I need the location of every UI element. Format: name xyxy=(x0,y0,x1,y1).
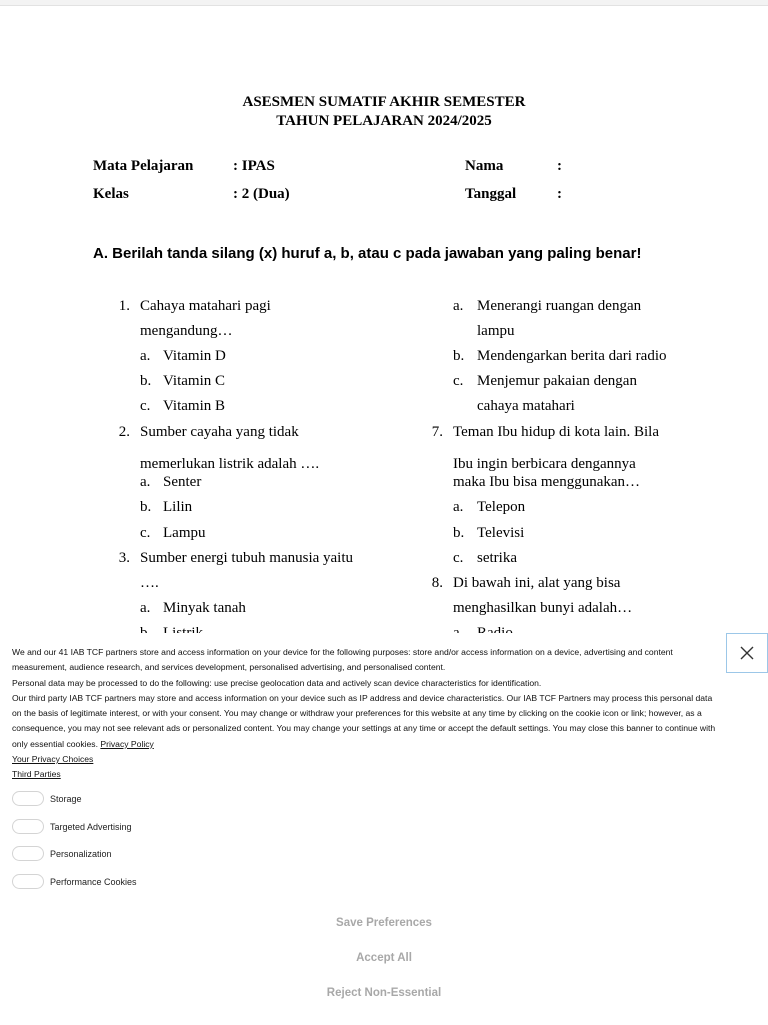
option-letter: c. xyxy=(453,373,464,389)
close-button[interactable] xyxy=(726,633,768,673)
consent-paragraph: Personal data may be processed to do the following: use precise geolocation data and actively scan device characteristics for identification. xyxy=(12,677,542,688)
toggle-row-performance-cookies xyxy=(12,874,137,889)
option-text: lampu xyxy=(477,323,515,339)
question-number: 7. xyxy=(431,424,443,440)
question-number: 3. xyxy=(118,550,130,566)
performance-cookies-toggle[interactable] xyxy=(12,874,44,889)
cookie-consent-banner xyxy=(0,633,768,1024)
privacy-policy-link[interactable]: Privacy Policy xyxy=(100,738,154,749)
document-title: ASESMEN SUMATIF AKHIR SEMESTER xyxy=(242,94,526,110)
class-value: : 2 (Dua) xyxy=(233,186,290,202)
option-text: Minyak tanah xyxy=(163,600,246,616)
toggle-label: Targeted Advertising xyxy=(50,821,132,832)
option-text: Lampu xyxy=(163,525,206,541)
question-text: Sumber energi tubuh manusia yaitu xyxy=(140,550,354,566)
option-text: Vitamin B xyxy=(163,398,226,414)
option-letter: a. xyxy=(453,499,464,515)
toggle-row-personalization xyxy=(12,846,112,861)
option-text: Vitamin C xyxy=(163,373,226,389)
question-text: Teman Ibu hidup di kota lain. Bila xyxy=(453,424,659,440)
third-parties-link[interactable]: Third Parties xyxy=(12,769,61,780)
reject-non-essential-button[interactable]: Reject Non-Essential xyxy=(326,987,442,999)
consent-text xyxy=(12,645,724,783)
option-letter: a. xyxy=(140,600,151,616)
name-label: Nama xyxy=(465,158,504,174)
toggle-row-storage xyxy=(12,791,82,806)
option-letter: c. xyxy=(453,550,464,566)
option-text: Televisi xyxy=(477,525,525,541)
consent-paragraph xyxy=(12,691,724,752)
toggle-label: Storage xyxy=(50,793,82,804)
option-text: Mendengarkan berita dari radio xyxy=(477,348,667,364)
option-letter: c. xyxy=(140,525,151,541)
question-number: 8. xyxy=(431,575,443,591)
date-value: : xyxy=(557,186,562,202)
option-letter: a. xyxy=(140,474,151,490)
toggle-row-targeted-advertising xyxy=(12,819,132,834)
question-text: Sumber cayaha yang tidak xyxy=(140,424,299,440)
question-text: mengandung… xyxy=(140,323,233,339)
option-text: Vitamin D xyxy=(163,348,226,364)
option-letter: a. xyxy=(140,348,151,364)
save-preferences-button[interactable]: Save Preferences xyxy=(336,917,432,929)
question-text: …. xyxy=(140,575,159,591)
class-label: Kelas xyxy=(93,186,129,202)
document-subtitle: TAHUN PELAJARAN 2024/2025 xyxy=(276,113,492,129)
date-label: Tanggal xyxy=(465,186,517,202)
option-letter: b. xyxy=(140,373,152,389)
question-text: memerlukan listrik adalah …. xyxy=(140,456,320,472)
option-letter: b. xyxy=(453,525,465,541)
option-text: Senter xyxy=(163,474,202,490)
subject-label: Mata Pelajaran xyxy=(93,158,194,174)
targeted-advertising-toggle[interactable] xyxy=(12,819,44,834)
option-letter: c. xyxy=(140,398,151,414)
question-number: 2. xyxy=(118,424,130,440)
option-text: Lilin xyxy=(163,499,193,515)
option-text: Telepon xyxy=(477,499,526,515)
consent-paragraph: We and our 41 IAB TCF partners store and access information on your device for the following purposes: store and/or access information on a device, advertising and content measurement, audience research, and services development, personalised advertising, and personalised content. xyxy=(12,647,673,673)
question-text: Ibu ingin berbicara dengannya xyxy=(453,456,636,472)
option-letter: a. xyxy=(453,298,464,314)
option-text: setrika xyxy=(477,550,517,566)
personalization-toggle[interactable] xyxy=(12,846,44,861)
storage-toggle[interactable] xyxy=(12,791,44,806)
section-instruction: A. Berilah tanda silang (x) huruf a, b, atau c pada jawaban yang paling benar! xyxy=(93,245,642,262)
option-text: Menjemur pakaian dengan xyxy=(477,373,637,389)
question-text: Cahaya matahari pagi xyxy=(140,298,271,314)
privacy-choices-link[interactable]: Your Privacy Choices xyxy=(12,754,94,765)
option-text: Menerangi ruangan dengan xyxy=(477,298,642,314)
name-value: : xyxy=(557,158,562,174)
question-text: Di bawah ini, alat yang bisa xyxy=(453,575,621,591)
question-text: maka Ibu bisa menggunakan… xyxy=(453,474,641,490)
option-text: cahaya matahari xyxy=(477,398,575,414)
subject-value: : IPAS xyxy=(233,158,275,174)
option-letter: b. xyxy=(453,348,465,364)
accept-all-button[interactable]: Accept All xyxy=(356,952,412,964)
close-icon xyxy=(740,646,754,660)
toggle-label: Personalization xyxy=(50,848,112,859)
toggle-label: Performance Cookies xyxy=(50,876,137,887)
question-number: 1. xyxy=(118,298,130,314)
option-letter: b. xyxy=(140,499,152,515)
consent-paragraph-text: Our third party IAB TCF partners may store and access information on your device such as IP address and device characteristics. Our IAB TCF Partners may process this personal data on the basis of legitimate interest, or with your consent. You may change or withdraw your preferences for this website at any time by clicking on the cookie icon or link; however, as a consequence, you may not see relevant ads or personalized content. You may change your settings at any time or accept the default settings. You may close this banner to continue with only essential cookies. xyxy=(12,692,716,749)
question-text: menghasilkan bunyi adalah… xyxy=(453,600,633,616)
